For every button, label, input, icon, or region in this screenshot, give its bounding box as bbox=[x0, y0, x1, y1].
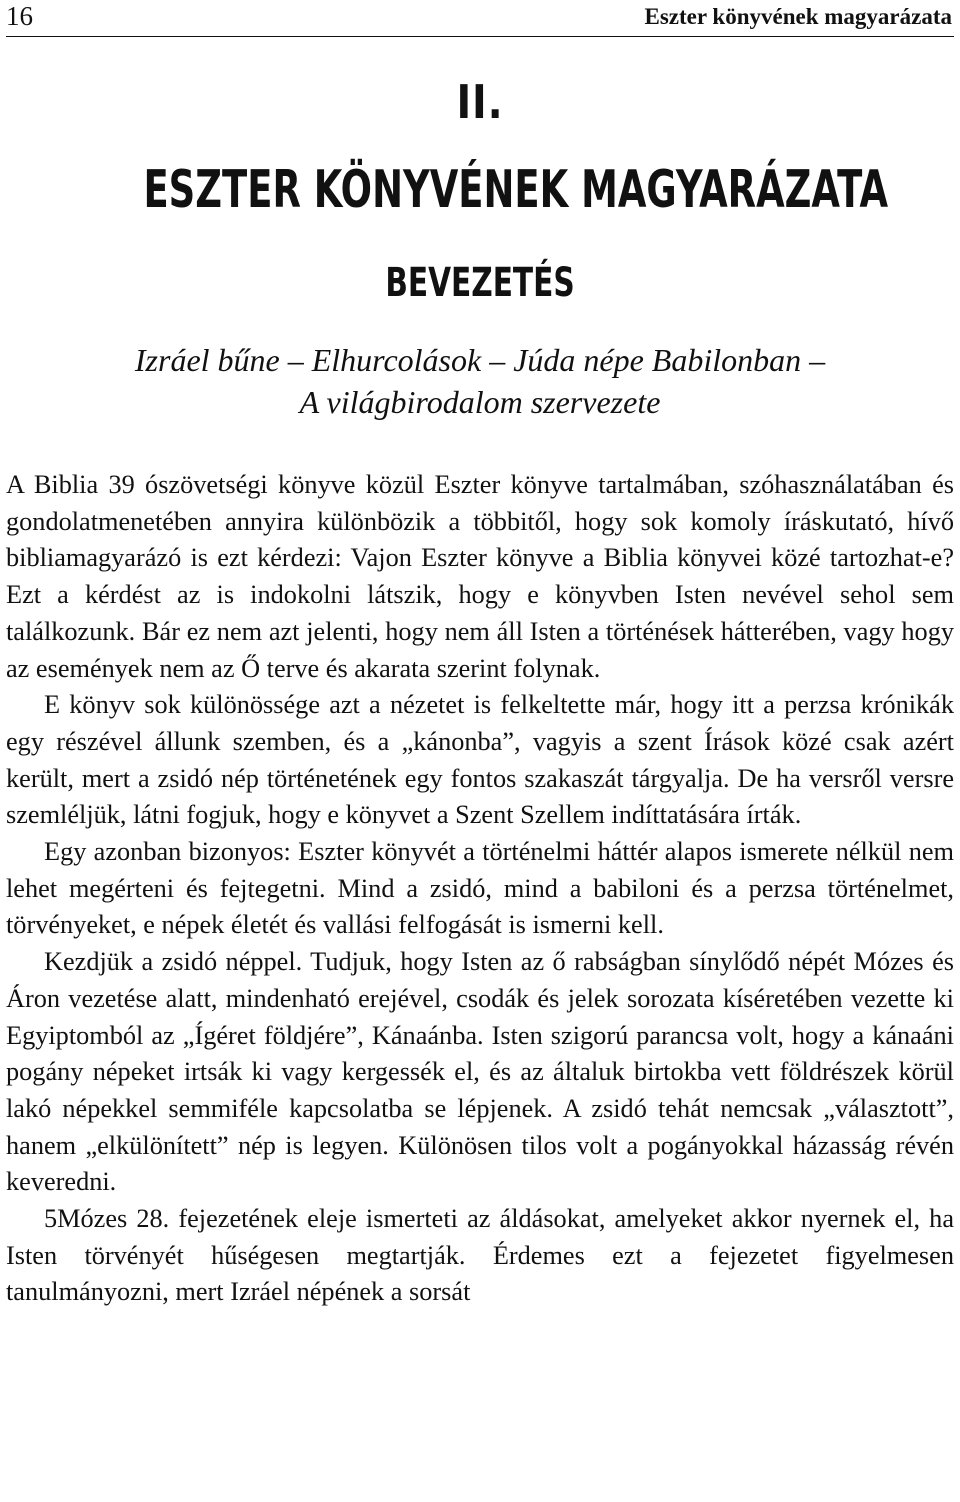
body-text bbox=[6, 467, 954, 1311]
subtitle-line-2: A világbirodalom szervezete bbox=[299, 384, 661, 420]
page-header bbox=[6, 0, 954, 37]
subtitle-line-1: Izráel bűne – Elhurcolások – Júda népe Babilonban – bbox=[134, 342, 826, 378]
running-title: Eszter könyvének magyarázata bbox=[644, 4, 952, 29]
paragraph-2: E könyv sok különössége azt a nézetet is felkeltette már, hogy itt a perzsa krónikák egy részével állunk szemben, és a „kánonba”, vagyis a szent Írások közé csak azért került, mert a zsidó nép történetének egy fontos szakaszát tárgyalja. De ha versről versre szemléljük, látni fogjuk, hogy e könyvet a Szent Szellem indíttatására írták. bbox=[6, 690, 954, 830]
chapter-number: II. bbox=[456, 75, 504, 129]
section-title: BEVEZETÉS bbox=[385, 260, 575, 306]
paragraph-3: Egy azonban bizonyos: Eszter könyvét a történelmi háttér alapos ismerete nélkül nem lehet megérteni és fejtegetni. Mind a zsidó, mind a babiloni és a perzsa történelmet, törvényeket, e népek életét és vallási felfogását is ismerni kell. bbox=[6, 837, 954, 940]
chapter-title: ESZTER KÖNYVÉNEK MAGYARÁZATA bbox=[143, 160, 889, 220]
section-subtitle bbox=[6, 339, 954, 423]
paragraph-5: 5Mózes 28. fejezetének eleje ismerteti az áldásokat, amelyeket akkor nyernek el, ha Isten törvényét hűségesen megtartják. Érdemes ezt a fejezetet figyelmesen tanulmányozni, mert Izráel népének a sorsát bbox=[6, 1204, 954, 1307]
paragraph-1: A Biblia 39 ószövetségi könyve közül Eszter könyve tartalmában, szóhasználatában és gondolatmenetében annyira különbözik a többitől, hogy sok komoly íráskutató, hívő bibliamagyarázó is ezt kérdezi: Vajon Eszter könyve a Biblia könyvei közé tartozhat-e? Ezt a kérdést az is indokolni látszik, hogy e könyvben Isten nevével sehol sem találkozunk. Bár ez nem azt jelenti, hogy nem áll Isten a történések hátterében, vagy hogy az események nem az Ő terve és akarata szerint folynak. bbox=[6, 470, 954, 683]
paragraph-4: Kezdjük a zsidó néppel. Tudjuk, hogy Isten az ő rabságban sínylődő népét Mózes és Áron vezetése alatt, mindenható erejével, csodák és jelek sorozata kíséretében vezette ki Egyiptomból az „Ígéret földjére”, Kánaánba. Isten szigorú parancsa volt, hogy a kánaáni pogány népeket irtsák ki vagy kergessék el, és az általuk birtokba vett földrészek körül lakó népekkel semmiféle kapcsolatba se lépjenek. A zsidó tehát nemcsak „választott”, hanem „elkülönített” nép is legyen. Különösen tilos volt a pogányokkal házasság révén keveredni. bbox=[6, 947, 954, 1197]
page-number: 16 bbox=[6, 1, 33, 31]
